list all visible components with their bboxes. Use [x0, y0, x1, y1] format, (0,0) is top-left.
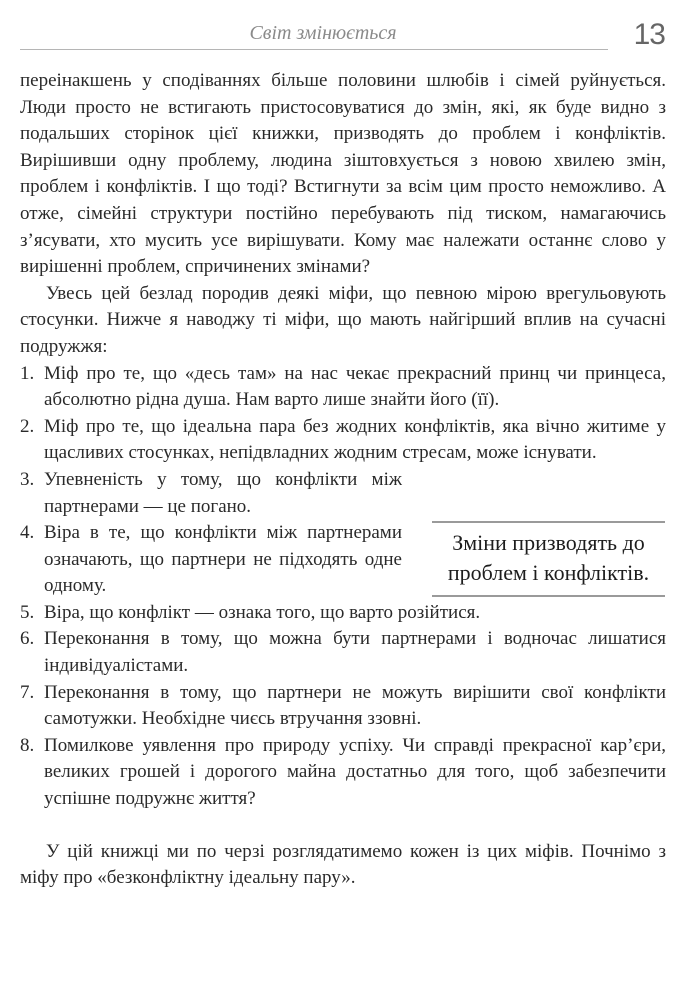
list-item: [20, 680, 666, 733]
page-header: [20, 18, 665, 54]
list-item-text: Переконання в тому, що можна бути партнерами і водночас лишатися індивідуалістами.: [44, 628, 666, 677]
paragraph-myths-intro: Увесь цей безлад породив деякі міфи, що певною мірою врегульовують стосунки. Нижче я наводжу ті міфи, що мають найгірший вплив на сучасні подружжя:: [20, 282, 666, 357]
list-item: [20, 467, 402, 520]
paragraph-spacer: [20, 813, 666, 839]
list-item-text: Міф про те, що ідеальна пара без жодних конфліктів, яка вічно житиме у щасливих стосунках, непідвладних жодним стресам, може існувати.: [44, 415, 666, 464]
header-divider: [20, 49, 608, 50]
list-item-text: Упевненість у тому, що конфлікти між партнерами — це погано.: [44, 468, 402, 517]
list-item-number: 1.: [20, 362, 35, 384]
list-item-text: Віра в те, що конфлікти між партнерами означають, що партнери не підходять одне одному.: [44, 522, 402, 597]
list-item-number: 7.: [20, 681, 35, 703]
paragraph-intro: переінакшень у сподіваннях більше половини шлюбів і сімей руйнується. Люди просто не встигають пристосовуватися до змін, які, як буде видно з подальших сторінок цієї книжки, призводять до проблем і конфліктів. Вирішивши одну проблему, людина зіштовхується з новою хвилею змін, проблем і конфліктів. І що тоді? Встигнути за всім цим просто неможливо. А отже, сімейні структури постійно перебувають під тиском, намагаючись з’ясувати, хто мусить усе вирішувати. Кому має належати останнє слово у вирішенні проблем, спричинених змінами?: [20, 70, 666, 278]
list-item-text: Помилкове уявлення про природу успіху. Чи справді прекрасної кар’єри, великих грошей і дорогого майна достатньо для того, щоб забезпечити успішне подружнє життя?: [44, 734, 666, 810]
page-number: 13: [633, 18, 665, 51]
list-item: [20, 600, 666, 627]
list-item: [20, 361, 666, 414]
pull-quote: Зміни призводять до проблем і конфліктів.: [432, 521, 665, 597]
list-item: [20, 733, 666, 813]
list-item-text: Міф про те, що «десь там» на нас чекає прекрасний принц чи принцеса, абсолютно рідна душа. Нам варто лише знайти його (її).: [44, 362, 666, 411]
running-title: Світ змінюється: [249, 22, 397, 44]
list-item-number: 5.: [20, 601, 35, 623]
list-item-number: 4.: [20, 522, 35, 544]
list-item: [20, 414, 666, 467]
list-item-number: 3.: [20, 468, 35, 490]
paragraph-closing: У цій книжці ми по черзі розглядатимемо кожен із цих міфів. Почнімо з міфу про «безконфліктну ідеальну пару».: [20, 840, 666, 889]
list-item-text: Переконання в тому, що партнери не можуть вирішити свої конфлікти самотужки. Необхідне чиєсь втручання ззовні.: [44, 681, 666, 730]
list-item-number: 8.: [20, 734, 35, 756]
list-item-text: Віра, що конфлікт — ознака того, що варто розійтися.: [44, 601, 481, 623]
list-item-number: 6.: [20, 628, 35, 650]
list-item: [20, 520, 402, 600]
list-item: [20, 626, 666, 679]
list-item-number: 2.: [20, 415, 35, 437]
body-text: [20, 68, 666, 892]
